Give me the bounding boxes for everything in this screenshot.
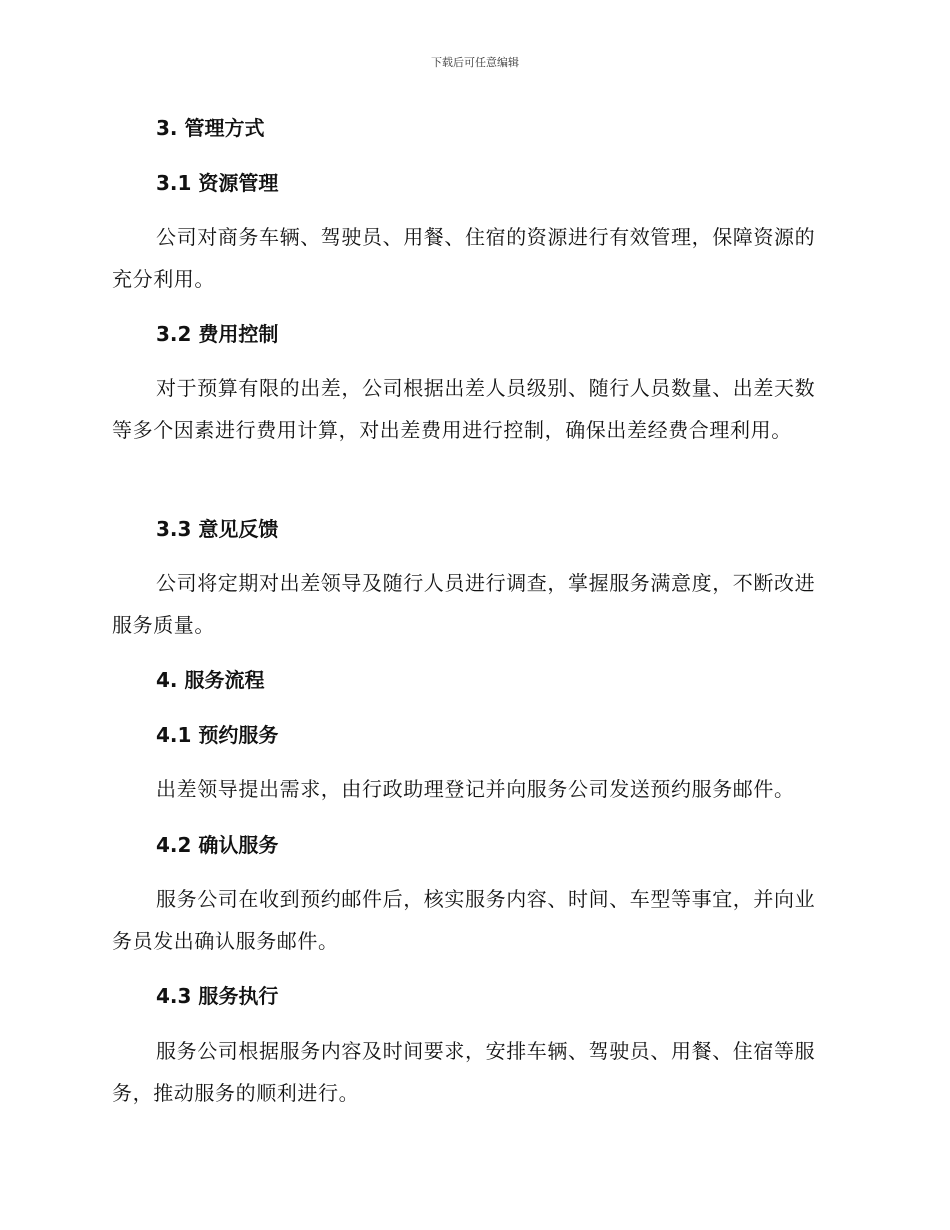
- page-header: 下载后可任意编辑: [431, 56, 519, 69]
- paragraph-3-3: 公司将定期对出差领导及随行人员进行调查，掌握服务满意度，不断改进服务质量。: [112, 571, 816, 637]
- paragraph-4-3: 服务公司根据服务内容及时间要求，安排车辆、驾驶员、用餐、住宿等服务，推动服务的顺利进行。: [112, 1039, 816, 1105]
- section-heading-4-2: 4.2 确认服务: [156, 833, 279, 857]
- paragraph-4-2: 服务公司在收到预约邮件后，核实服务内容、时间、车型等事宜，并向业务员发出确认服务邮件。: [112, 887, 816, 953]
- section-heading-4-3: 4.3 服务执行: [156, 984, 279, 1008]
- section-heading-3: 3. 管理方式: [156, 116, 265, 140]
- section-heading-4: 4. 服务流程: [156, 668, 265, 692]
- section-heading-3-1: 3.1 资源管理: [156, 171, 279, 195]
- paragraph-3-2: 对于预算有限的出差，公司根据出差人员级别、随行人员数量、出差天数等多个因素进行费用计算，对出差费用进行控制，确保出差经费合理利用。: [112, 376, 816, 442]
- paragraph-3-1: 公司对商务车辆、驾驶员、用餐、住宿的资源进行有效管理，保障资源的充分利用。: [112, 225, 816, 291]
- paragraph-4-1: 出差领导提出需求，由行政助理登记并向服务公司发送预约服务邮件。: [156, 777, 795, 801]
- section-heading-3-3: 3.3 意见反馈: [156, 517, 279, 541]
- section-heading-4-1: 4.1 预约服务: [156, 723, 279, 747]
- section-heading-3-2: 3.2 费用控制: [156, 322, 279, 346]
